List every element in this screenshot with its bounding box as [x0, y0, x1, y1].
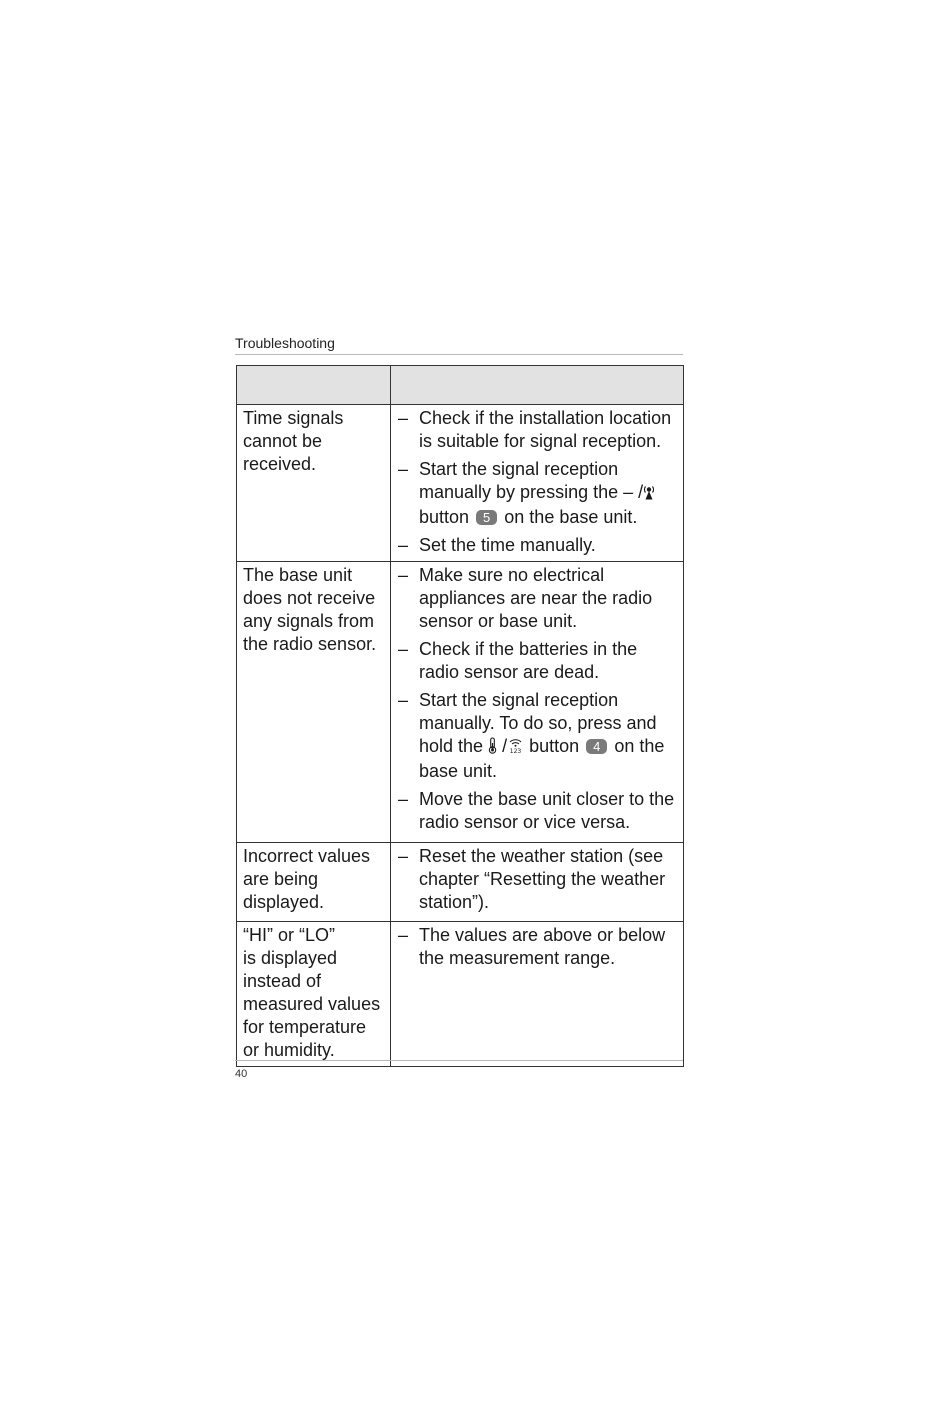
solution-text: on the base unit. [419, 736, 665, 781]
problem-cell: Time signals cannot be received. [237, 405, 391, 562]
dash-bullet: – [398, 408, 409, 428]
solution-text: The values are above or below the measurement range. [419, 925, 666, 968]
dash-bullet: – [398, 535, 409, 555]
solution-text: Set the time manually. [419, 535, 596, 555]
solution-item [398, 564, 677, 633]
solution-text: on the base unit. [499, 507, 638, 527]
problem-cell: The base unit does not receive any signals from the radio sensor. [237, 562, 391, 843]
dash-bullet: – [398, 690, 409, 710]
solution-list [398, 564, 677, 834]
problem-line: is displayed instead of measured values for temperature or humidity. [243, 948, 381, 1060]
dash-bullet: – [398, 846, 409, 866]
key-badge: 4 [586, 739, 607, 754]
problem-line: “HI” or “LO” [243, 925, 335, 945]
problem-cell [237, 922, 391, 1067]
solution-item [398, 534, 677, 557]
solution-cell [391, 922, 684, 1067]
solution-cell [391, 405, 684, 562]
problem-cell: Incorrect values are being displayed. [237, 843, 391, 922]
solution-item [398, 689, 677, 783]
slash-separator: / [497, 736, 508, 756]
solution-list [398, 924, 677, 970]
dash-bullet: – [398, 639, 409, 659]
dash-bullet: – [398, 925, 409, 945]
solution-cell [391, 843, 684, 922]
thermometer-icon [488, 737, 497, 760]
solution-list [398, 845, 677, 914]
table-header-solution [391, 366, 684, 405]
solution-text: Start the signal reception manually by pressing the – / [419, 459, 644, 502]
radio-tower-icon [643, 483, 655, 506]
sensor-signal-icon-label: 123 [509, 748, 522, 754]
solution-text: Make sure no electrical appliances are near the radio sensor or base unit. [419, 565, 653, 631]
solution-text: button [419, 507, 475, 527]
key-badge: 5 [476, 510, 497, 525]
solution-item [398, 788, 677, 834]
page-number: 40 [235, 1068, 248, 1080]
table-header-row [237, 366, 684, 405]
dash-bullet: – [398, 789, 409, 809]
table-row [237, 405, 684, 562]
solution-item [398, 458, 677, 529]
table-row [237, 922, 684, 1067]
solution-item [398, 407, 677, 453]
solution-text: button [524, 736, 585, 756]
footer-divider [235, 1060, 683, 1061]
solution-item [398, 638, 677, 684]
solution-cell [391, 562, 684, 843]
solution-item [398, 845, 677, 914]
troubleshooting-table [236, 365, 684, 1067]
solution-text: Move the base unit closer to the radio sensor or vice versa. [419, 789, 675, 832]
solution-item [398, 924, 677, 970]
solution-text: Start the signal reception manually. To do so, press and hold the [419, 690, 657, 756]
table-header-problem [237, 366, 391, 405]
solution-text: Check if the installation location is suitable for signal reception. [419, 408, 672, 451]
table-row [237, 562, 684, 843]
sensor-signal-icon [507, 737, 524, 760]
dash-bullet: – [398, 565, 409, 585]
solution-text: Reset the weather station (see chapter “Resetting the weather station”). [419, 846, 666, 912]
dash-bullet: – [398, 459, 409, 479]
solution-list [398, 407, 677, 557]
table-row [237, 843, 684, 922]
section-title: Troubleshooting [235, 335, 683, 355]
solution-text: Check if the batteries in the radio sensor are dead. [419, 639, 638, 682]
